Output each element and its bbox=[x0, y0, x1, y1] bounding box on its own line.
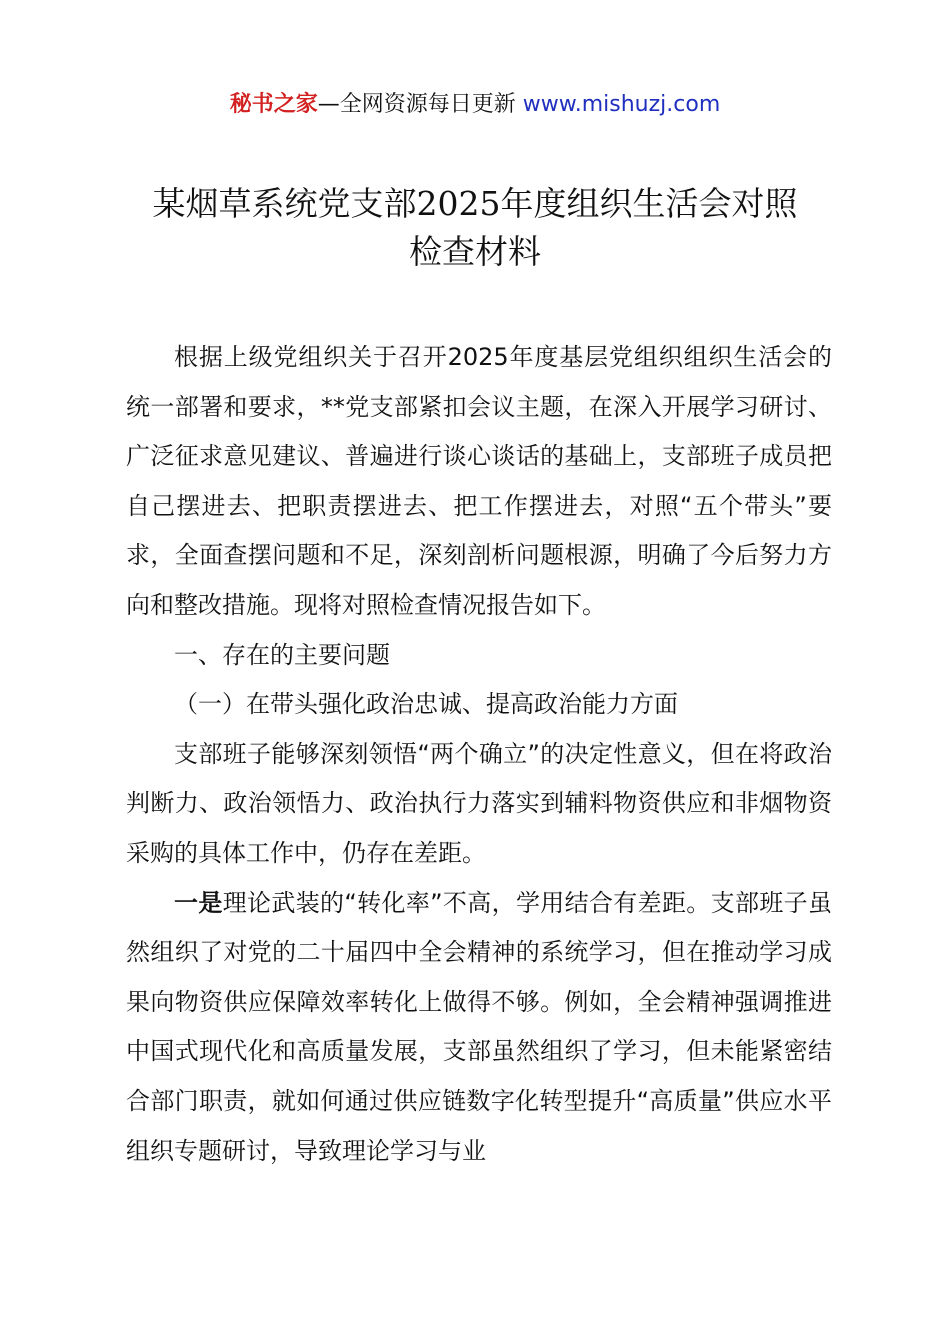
section-heading-1: 一、存在的主要问题 bbox=[174, 640, 390, 669]
intro-paragraph: 根据上级党组织关于召开2025年度基层党组织组织生活会的统一部署和要求，**党支部紧扣会议主题，在深入开展学习研讨、广泛征求意见建议、普遍进行谈心谈话的基础上，支部班子成员把自己摆进去、把职责摆进去、把工作摆进去，对照“五个带头”要求，全面查摆问题和不足，深刻剖析问题根源，明确了今后努力方向和整改措施。现将对照检查情况报告如下。 bbox=[126, 343, 832, 619]
point-lead: 一是 bbox=[174, 888, 223, 917]
point-text: 理论武装的“转化率”不高，学用结合有差距。支部班子虽然组织了对党的二十届四中全会精神的系统学习，但在推动学习成果向物资供应保障效率转化上做得不够。例如，全会精神强调推进中国式现代化和高质量发展，支部虽然组织了学习，但未能紧密结合部门职责，就如何通过供应链数字化转型提升“高质量”供应水平组织专题研讨，导致理论学习与业 bbox=[126, 888, 833, 1165]
document-title bbox=[100, 180, 850, 276]
body-paragraph-2: 支部班子能够深刻领悟“两个确立”的决定性意义，但在将政治判断力、政治领悟力、政治执行力落实到辅料物资供应和非烟物资采购的具体工作中，仍存在差距。 bbox=[126, 739, 832, 867]
document-body bbox=[126, 333, 832, 1176]
site-url-link[interactable]: www.mishuzj.com bbox=[522, 92, 721, 117]
body-paragraph-3 bbox=[126, 879, 832, 1177]
site-brand: 秘书之家 bbox=[229, 92, 318, 117]
title-line-1: 某烟草系统党支部2025年度组织生活会对照 bbox=[152, 184, 798, 223]
subsection-heading-1: （一）在带头强化政治忠诚、提高政治能力方面 bbox=[174, 690, 678, 719]
site-header bbox=[0, 88, 950, 122]
title-line-2: 检查材料 bbox=[409, 232, 541, 271]
site-tagline: —全网资源每日更新 bbox=[317, 92, 523, 117]
